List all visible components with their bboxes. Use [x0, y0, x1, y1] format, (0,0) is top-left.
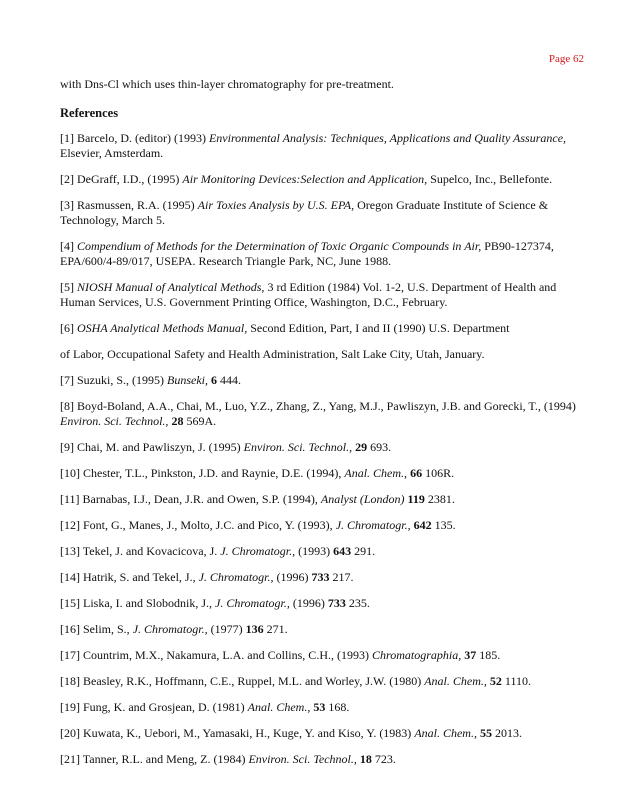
reference-authors: Countrim, M.X., Nakamura, L.A. and Collins, C.H., (1993)	[83, 648, 372, 662]
reference-number: [16]	[60, 622, 80, 636]
reference-title: J. Chromatogr.,	[220, 544, 296, 558]
reference-details: 271.	[263, 622, 288, 636]
reference-volume: 136	[245, 622, 264, 636]
reference-number: [20]	[60, 726, 80, 740]
reference-year: (1996)	[273, 570, 312, 584]
reference-details: 693.	[367, 440, 392, 454]
reference-volume: 733	[311, 570, 330, 584]
reference-title: Air Monitoring Devices:Selection and Application,	[182, 172, 428, 186]
reference-number: [4]	[60, 239, 74, 253]
reference-entry	[60, 622, 585, 637]
reference-number: [6]	[60, 321, 74, 335]
reference-volume: 119	[407, 492, 425, 506]
reference-authors: Barcelo, D. (editor) (1993)	[77, 131, 209, 145]
reference-title: Environmental Analysis: Techniques, Applications and Quality Assurance,	[208, 131, 567, 145]
reference-authors: Kuwata, K., Uebori, M., Yamasaki, H., Kuge, Y. and Kiso, Y. (1983)	[83, 726, 415, 740]
reference-entry	[60, 131, 585, 161]
reference-details: 569A.	[183, 414, 217, 428]
reference-number: [9]	[60, 440, 74, 454]
reference-entry	[60, 674, 585, 689]
reference-details: 135.	[431, 518, 456, 532]
reference-volume: 643	[333, 544, 352, 558]
reference-details: 3 rd Edition (1984) Vol. 1-2, U.S. Department of Health and Human Services, U.S. Government Printing Office, Washington, D.C., February.	[60, 280, 557, 309]
reference-authors: Suzuki, S., (1995)	[77, 373, 167, 387]
references-heading: References	[60, 106, 119, 120]
reference-details: 235.	[345, 596, 370, 610]
reference-entry	[60, 648, 585, 663]
reference-entry	[60, 570, 585, 585]
reference-volume: 55	[479, 726, 492, 740]
reference-volume: 37	[464, 648, 477, 662]
reference-volume: 18	[359, 752, 372, 766]
reference-entry	[60, 321, 585, 336]
reference-volume: 53	[313, 700, 326, 714]
reference-number: [13]	[60, 544, 80, 558]
reference-entry	[60, 239, 585, 269]
reference-title: J. Chromatogr.,	[335, 518, 411, 532]
reference-entry	[60, 700, 585, 715]
reference-number: [8]	[60, 399, 74, 413]
reference-number: [10]	[60, 466, 80, 480]
reference-entry	[60, 544, 585, 559]
reference-title: Air Toxies Analysis by U.S. EPA,	[197, 198, 355, 212]
reference-details: Supelco, Inc., Bellefonte.	[427, 172, 553, 186]
reference-volume: 6	[211, 373, 217, 387]
reference-authors: of Labor, Occupational Safety and Health Administration, Salt Lake City, Utah, January.	[60, 347, 485, 361]
reference-title: Anal. Chem.,	[414, 726, 477, 740]
reference-details: Elsevier, Amsterdam.	[60, 146, 164, 160]
reference-number: [1]	[60, 131, 74, 145]
reference-number: [2]	[60, 172, 74, 186]
reference-entry	[60, 466, 585, 481]
reference-number: [5]	[60, 280, 74, 294]
reference-details: 1110.	[501, 674, 531, 688]
reference-authors: Fung, K. and Grosjean, D. (1981)	[83, 700, 248, 714]
reference-title: J. Chromatogr.,	[132, 622, 208, 636]
reference-volume: 28	[171, 414, 184, 428]
reference-details: 723.	[371, 752, 396, 766]
reference-number: [21]	[60, 752, 80, 766]
reference-details: Second Edition, Part, I and II (1990) U.S. Department	[247, 321, 510, 335]
reference-volume: 52	[489, 674, 502, 688]
reference-details: 2013.	[491, 726, 522, 740]
reference-title: Anal. Chem.,	[344, 466, 408, 480]
reference-number: [11]	[60, 492, 80, 506]
reference-details: 291.	[351, 544, 376, 558]
reference-title: Bunseki,	[167, 373, 208, 387]
reference-entry	[60, 492, 585, 507]
reference-authors: Liska, I. and Slobodnik, J.,	[83, 596, 215, 610]
reference-entry	[60, 726, 585, 741]
reference-title: Anal. Chem.,	[424, 674, 487, 688]
reference-title: OSHA Analytical Methods Manual,	[77, 321, 248, 335]
reference-authors: Tanner, R.L. and Meng, Z. (1984)	[82, 752, 249, 766]
reference-details: 168.	[325, 700, 350, 714]
reference-title: Chromatographia,	[371, 648, 462, 662]
reference-number: [19]	[60, 700, 80, 714]
reference-authors: Tekel, J. and Kovacicova, J.	[82, 544, 221, 558]
reference-entry	[60, 518, 585, 533]
reference-entry	[60, 752, 585, 767]
reference-authors: Beasley, R.K., Hoffmann, C.E., Ruppel, M.L. and Worley, J.W. (1980)	[83, 674, 425, 688]
reference-entry	[60, 172, 585, 187]
reference-authors: Rasmussen, R.A. (1995)	[77, 198, 198, 212]
reference-details: 185.	[476, 648, 501, 662]
page-number: Page 62	[548, 53, 584, 65]
reference-number: [14]	[60, 570, 80, 584]
reference-number: [7]	[60, 373, 74, 387]
reference-title: NIOSH Manual of Analytical Methods,	[77, 280, 265, 294]
reference-title: J. Chromatogr.,	[215, 596, 290, 610]
intro-paragraph: with Dns-Cl which uses thin-layer chromatography for pre-treatment.	[60, 77, 394, 91]
reference-authors: Barnabas, I.J., Dean, J.R. and Owen, S.P. (1994),	[82, 492, 321, 506]
reference-number: [12]	[60, 518, 80, 532]
reference-number: [3]	[60, 198, 74, 212]
reference-authors: Chai, M. and Pawliszyn, J. (1995)	[77, 440, 244, 454]
reference-title: Environ. Sci. Technol.,	[248, 752, 357, 766]
document-body	[60, 77, 585, 778]
reference-title: Anal. Chem.,	[247, 700, 311, 714]
reference-details: PB90-127374, EPA/600/4-89/017, USEPA. Research Triangle Park, NC, June 1988.	[60, 239, 554, 268]
reference-number: [15]	[60, 596, 80, 610]
reference-entry	[60, 596, 585, 611]
reference-volume: 66	[410, 466, 423, 480]
reference-details: 444.	[217, 373, 241, 387]
reference-details: 2381.	[424, 492, 455, 506]
reference-title: J. Chromatogr.,	[198, 570, 274, 584]
reference-authors: Chester, T.L., Pinkston, J.D. and Raynie, D.E. (1994),	[83, 466, 345, 480]
reference-entry	[60, 347, 585, 362]
reference-entry	[60, 399, 585, 429]
reference-number: [18]	[60, 674, 80, 688]
reference-year: (1993)	[295, 544, 334, 558]
reference-details: 217.	[329, 570, 354, 584]
reference-year: (1996)	[289, 596, 328, 610]
reference-authors: Boyd-Boland, A.A., Chai, M., Luo, Y.Z., Zhang, Z., Yang, M.J., Pawliszyn, J.B. and Gorecki, T., (1994)	[77, 399, 576, 413]
reference-entry	[60, 440, 585, 455]
reference-details: Oregon Graduate Institute of Science & Technology, March 5.	[60, 198, 549, 227]
reference-title: Compendium of Methods for the Determination of Toxic Organic Compounds in Air,	[77, 239, 482, 253]
reference-authors: Hatrik, S. and Tekel, J.,	[83, 570, 199, 584]
reference-volume: 733	[327, 596, 346, 610]
reference-title: Environ. Sci. Technol.,	[60, 414, 169, 428]
reference-volume: 642	[413, 518, 432, 532]
reference-title: Environ. Sci. Technol.,	[243, 440, 353, 454]
reference-authors: Font, G., Manes, J., Molto, J.C. and Pico, Y. (1993),	[83, 518, 336, 532]
reference-entry	[60, 373, 585, 388]
reference-number: [17]	[60, 648, 80, 662]
reference-year: (1977)	[207, 622, 246, 636]
reference-authors: DeGraff, I.D., (1995)	[77, 172, 183, 186]
reference-authors: Selim, S.,	[83, 622, 133, 636]
reference-entry	[60, 280, 585, 310]
reference-list	[60, 131, 585, 767]
reference-volume: 29	[355, 440, 368, 454]
reference-title: Analyst (London)	[320, 492, 405, 506]
reference-details: 106R.	[422, 466, 455, 480]
reference-entry	[60, 198, 585, 228]
